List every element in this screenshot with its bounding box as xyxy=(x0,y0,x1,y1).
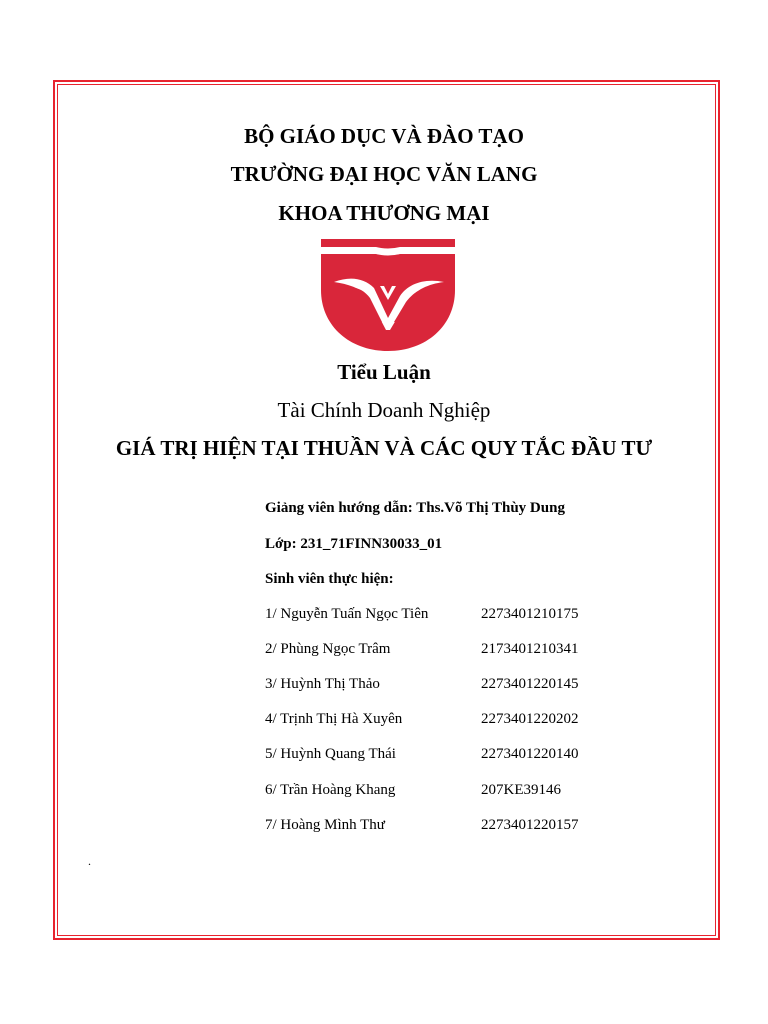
class-line: Lớp: 231_71FINN30033_01 xyxy=(265,536,443,552)
student-id: 2173401210341 xyxy=(481,641,579,657)
faculty-heading: KHOA THƯƠNG MẠI xyxy=(278,201,490,225)
report-type: Tiểu Luận xyxy=(337,360,431,384)
student-id: 2273401220140 xyxy=(481,746,579,762)
student-name: 7/ Hoàng Mình Thư xyxy=(265,817,385,833)
student-id: 207KE39146 xyxy=(481,782,561,798)
report-topic: GIÁ TRỊ HIỆN TẠI THUẦN VÀ CÁC QUY TẮC ĐẦU TƯ xyxy=(115,436,653,460)
instructor-line: Giảng viên hướng dẫn: Ths.Võ Thị Thùy Dung xyxy=(265,500,565,516)
student-name: 3/ Huỳnh Thị Thảo xyxy=(265,676,380,692)
student-id: 2273401220145 xyxy=(481,676,579,692)
student-name: 6/ Trần Hoàng Khang xyxy=(265,782,396,798)
student-name: 1/ Nguyễn Tuấn Ngọc Tiên xyxy=(265,606,429,622)
university-heading: TRƯỜNG ĐẠI HỌC VĂN LANG xyxy=(230,162,538,186)
ministry-heading: BỘ GIÁO DỤC VÀ ĐÀO TẠO xyxy=(244,124,524,148)
student-name: 2/ Phùng Ngọc Trâm xyxy=(265,641,391,657)
student-name: 4/ Trịnh Thị Hà Xuyên xyxy=(265,711,403,727)
student-id: 2273401210175 xyxy=(481,606,579,622)
student-id: 2273401220157 xyxy=(481,817,579,833)
students-heading: Sinh viên thực hiện: xyxy=(265,571,394,587)
report-subject: Tài Chính Doanh Nghiệp xyxy=(277,398,491,422)
stray-period-mark: . xyxy=(88,854,91,868)
van-lang-university-logo xyxy=(320,238,456,352)
student-id: 2273401220202 xyxy=(481,711,579,727)
student-name: 5/ Huỳnh Quang Thái xyxy=(265,746,396,762)
